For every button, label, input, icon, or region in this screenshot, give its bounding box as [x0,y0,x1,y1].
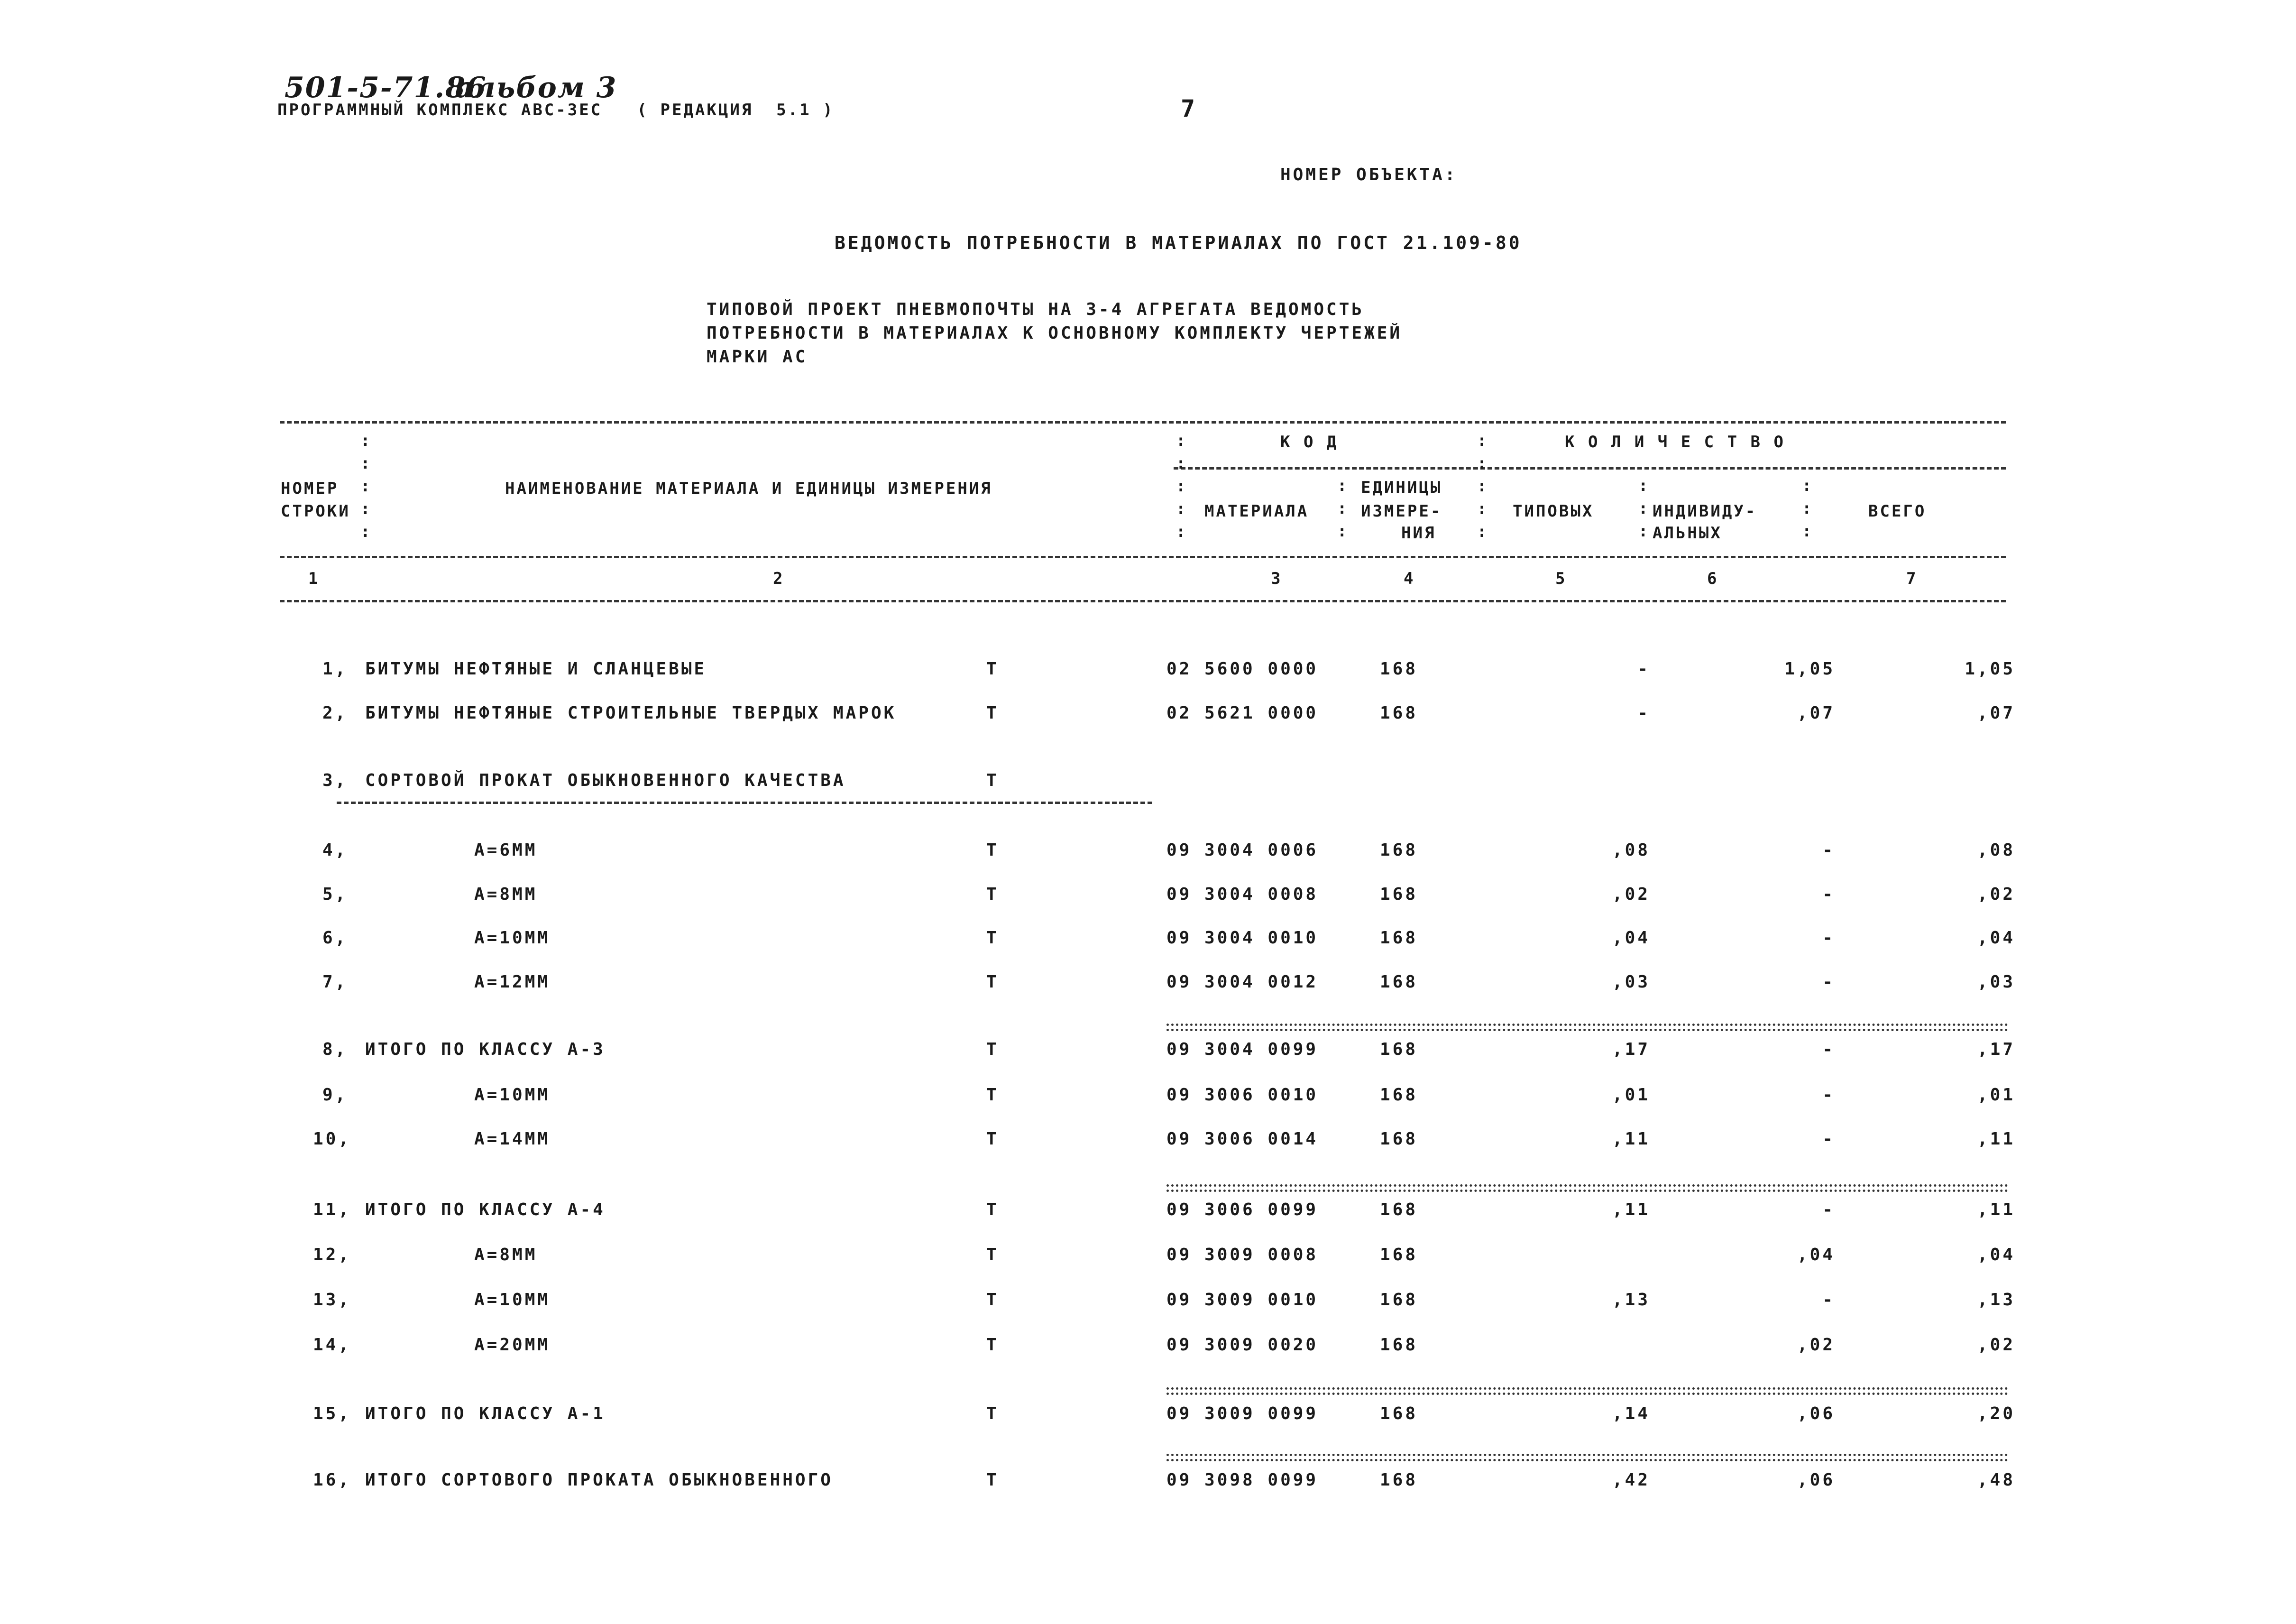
hdr-num-7: 7 [1906,569,1918,588]
material-name: A=6ММ [474,840,538,860]
statement-title: ВЕДОМОСТЬ ПОТРЕБНОСТИ В МАТЕРИАЛАХ ПО ГОСТ 21.109-80 [835,232,1522,253]
individual-qty: - [1822,885,1835,904]
row-number: 5, [322,885,348,904]
individual-qty: ,02 [1797,1335,1835,1355]
total-qty: ,17 [1977,1040,2015,1059]
typical-qty: ,01 [1612,1085,1650,1105]
vsep-3: : : : [1337,476,1347,541]
individual-qty: - [1822,1085,1835,1105]
table-row [322,972,2015,996]
unit-mark: Т [986,703,999,723]
row-number: 7, [322,972,348,992]
material-name: A=12ММ [474,972,551,992]
individual-qty: 1,05 [1784,659,1835,679]
row-number: 14, [313,1335,351,1355]
material-code: 09 3009 0020 [1166,1335,1319,1355]
total-qty: ,20 [1977,1404,2015,1423]
unit-code: 168 [1380,703,1418,723]
typical-qty: - [1637,659,1650,679]
unit-code: 168 [1380,972,1418,992]
table-row [313,1470,2015,1494]
row-number: 4, [322,840,348,860]
project-line-3: МАРКИ АС [707,347,808,367]
unit-code: 168 [1380,1085,1418,1105]
material-code: 09 3004 0008 [1166,885,1319,904]
typical-qty: ,08 [1612,840,1650,860]
project-line-1: ТИПОВОЙ ПРОЕКТ ПНЕВМОПОЧТЫ НА 3-4 АГРЕГАТА ВЕДОМОСТЬ [707,300,1365,319]
individual-qty: - [1822,1040,1835,1059]
unit-code: 168 [1380,840,1418,860]
hdr-row-no-1: НОМЕР [281,479,339,498]
hdr-num-6: 6 [1707,569,1719,588]
unit-mark: Т [986,885,999,904]
material-name: A=10ММ [474,1085,551,1105]
unit-mark: Т [986,1335,999,1355]
total-qty: ,02 [1977,885,2015,904]
table-row [322,885,2015,908]
handwritten-album: альбом 3 [455,71,617,104]
hdr-total: ВСЕГО [1868,502,1927,521]
material-name: СОРТОВОЙ ПРОКАТ ОБЫКНОВЕННОГО КАЧЕСТВА [365,771,846,790]
typical-qty: ,11 [1612,1200,1650,1219]
object-number-label: НОМЕР ОБЪЕКТА: [1280,165,1458,185]
total-qty: ,04 [1977,928,2015,948]
subtotal-rule-3 [1166,1387,2008,1395]
row-number: 1, [322,659,348,679]
hdr-num-2: 2 [773,569,785,588]
unit-code: 168 [1380,1290,1418,1310]
hdr-unit-3: НИЯ [1401,524,1436,543]
unit-code: 168 [1380,885,1418,904]
unit-mark: Т [986,1470,999,1490]
vsep-5: : : : [1638,476,1648,541]
material-name: ИТОГО ПО КЛАССУ А-3 [365,1040,606,1059]
material-code: 09 3006 0010 [1166,1085,1319,1105]
unit-code: 168 [1380,659,1418,679]
material-name: ИТОГО ПО КЛАССУ А-4 [365,1200,606,1219]
row-number: 13, [313,1290,351,1310]
unit-code: 168 [1380,1404,1418,1423]
table-row [322,928,2015,952]
total-qty: ,07 [1977,703,2015,723]
row-number: 6, [322,928,348,948]
hdr-typical: ТИПОВЫХ [1513,502,1594,521]
individual-qty: - [1822,1290,1835,1310]
material-code: 09 3009 0010 [1166,1290,1319,1310]
material-name: A=20ММ [474,1335,551,1355]
hdr-unit-2: ИЗМЕРЕ- [1361,502,1442,521]
total-qty: ,11 [1977,1200,2015,1219]
unit-code: 168 [1380,1200,1418,1219]
individual-qty: - [1822,1200,1835,1219]
unit-code: 168 [1380,1470,1418,1490]
unit-code: 168 [1380,1129,1418,1149]
typical-qty: ,02 [1612,885,1650,904]
table-row [322,840,2015,864]
typical-qty: - [1637,703,1650,723]
row-number: 2, [322,703,348,723]
table-row [313,1245,2015,1269]
row-number: 10, [313,1129,351,1149]
vsep-1: : : : : : [360,431,370,541]
row-number: 9, [322,1085,348,1105]
unit-mark: Т [986,659,999,679]
material-name: ИТОГО ПО КЛАССУ А-1 [365,1404,606,1423]
material-name: ИТОГО СОРТОВОГО ПРОКАТА ОБЫКНОВЕННОГО [365,1470,833,1490]
hdr-material: МАТЕРИАЛА [1204,502,1309,521]
individual-qty: - [1822,972,1835,992]
typical-qty: ,11 [1612,1129,1650,1149]
unit-code: 168 [1380,1245,1418,1264]
total-qty: ,11 [1977,1129,2015,1149]
table-row [313,1335,2015,1359]
individual-qty: ,04 [1797,1245,1835,1264]
material-code: 02 5600 0000 [1166,659,1319,679]
typical-qty: ,17 [1612,1040,1650,1059]
unit-mark: Т [986,1040,999,1059]
hdr-qty-group: К О Л И Ч Е С Т В О [1565,433,1785,452]
material-code: 09 3004 0010 [1166,928,1319,948]
hdr-row-no-2: СТРОКИ [281,502,350,521]
total-qty: ,01 [1977,1085,2015,1105]
material-code: 09 3004 0006 [1166,840,1319,860]
total-qty: ,04 [1977,1245,2015,1264]
row-number: 8, [322,1040,348,1059]
material-code: 09 3004 0012 [1166,972,1319,992]
individual-qty: ,07 [1797,703,1835,723]
table-row [322,771,2011,794]
material-code: 09 3009 0099 [1166,1404,1319,1423]
unit-mark: Т [986,1085,999,1105]
vsep-2: : : : : : [1176,431,1186,541]
material-code: 09 3004 0099 [1166,1040,1319,1059]
handwritten-code: 501-5-71.86 [285,71,487,104]
subtotal-rule-1 [1166,1024,2008,1031]
hdr-num-1: 1 [308,569,320,588]
total-qty: ,02 [1977,1335,2015,1355]
total-qty: 1,05 [1965,659,2015,679]
unit-mark: Т [986,1200,999,1219]
material-code: 09 3006 0099 [1166,1200,1319,1219]
individual-qty: - [1822,840,1835,860]
unit-mark: Т [986,840,999,860]
individual-qty: - [1822,1129,1835,1149]
section-underline [337,802,1152,804]
unit-mark: Т [986,928,999,948]
material-name: БИТУМЫ НЕФТЯНЫЕ СТРОИТЕЛЬНЫЕ ТВЕРДЫХ МАРОК [365,703,897,723]
unit-mark: Т [986,771,999,790]
typical-qty: ,04 [1612,928,1650,948]
program-line: ПРОГРАММНЫЙ КОМПЛЕКС АВС-3ЕС ( РЕДАКЦИЯ 5.1 ) [277,101,835,120]
unit-mark: Т [986,1129,999,1149]
total-qty: ,08 [1977,840,2015,860]
unit-mark: Т [986,1290,999,1310]
unit-code: 168 [1380,1040,1418,1059]
unit-mark: Т [986,972,999,992]
subtotal-rule-4 [1166,1454,2008,1461]
vsep-4: : : : : : [1477,431,1487,541]
page-number: 7 [1181,95,1195,122]
total-qty: ,13 [1977,1290,2015,1310]
table-row [313,1200,2015,1224]
hdr-num-4: 4 [1404,569,1415,588]
total-qty: ,48 [1977,1470,2015,1490]
unit-code: 168 [1380,1335,1418,1355]
typical-qty: ,14 [1612,1404,1650,1423]
table-row [313,1129,2015,1153]
material-name: БИТУМЫ НЕФТЯНЫЕ И СЛАНЦЕВЫЕ [365,659,707,679]
row-number: 12, [313,1245,351,1264]
material-code: 09 3098 0099 [1166,1470,1319,1490]
individual-qty: ,06 [1797,1404,1835,1423]
typical-qty: ,03 [1612,972,1650,992]
row-number: 11, [313,1200,351,1219]
table-row [322,1085,2015,1109]
material-code: 02 5621 0000 [1166,703,1319,723]
unit-mark: Т [986,1404,999,1423]
table-row [322,703,2015,727]
hdr-num-5: 5 [1555,569,1567,588]
unit-mark: Т [986,1245,999,1264]
hdr-individual-2: АЛЬНЫХ [1653,524,1722,543]
row-number: 3, [322,771,348,790]
hdr-unit-1: ЕДИНИЦЫ [1361,478,1442,497]
material-name: A=14ММ [474,1129,551,1149]
vsep-6: : : : [1802,476,1812,541]
hdr-code-group: К О Д [1280,433,1339,452]
typical-qty: ,13 [1612,1290,1650,1310]
hdr-num-3: 3 [1271,569,1283,588]
hdr-name: НАИМЕНОВАНИЕ МАТЕРИАЛА И ЕДИНИЦЫ ИЗМЕРЕНИЯ [505,479,992,498]
row-number: 16, [313,1470,351,1490]
material-name: A=10ММ [474,1290,551,1310]
material-name: A=8ММ [474,1245,538,1264]
table-row [313,1404,2015,1428]
hdr-individual-1: ИНДИВИДУ- [1653,502,1757,521]
material-name: A=8ММ [474,885,538,904]
row-number: 15, [313,1404,351,1423]
total-qty: ,03 [1977,972,2015,992]
material-code: 09 3006 0014 [1166,1129,1319,1149]
material-code: 09 3009 0008 [1166,1245,1319,1264]
subtotal-rule-2 [1166,1184,2008,1192]
project-line-2: ПОТРЕБНОСТИ В МАТЕРИАЛАХ К ОСНОВНОМУ КОМПЛЕКТУ ЧЕРТЕЖЕЙ [707,323,1403,343]
table-row [313,1290,2015,1314]
material-name: A=10ММ [474,928,551,948]
table-row [322,1040,2015,1063]
unit-code: 168 [1380,928,1418,948]
individual-qty: ,06 [1797,1470,1835,1490]
individual-qty: - [1822,928,1835,948]
typical-qty: ,42 [1612,1470,1650,1490]
table-row [322,659,2015,683]
